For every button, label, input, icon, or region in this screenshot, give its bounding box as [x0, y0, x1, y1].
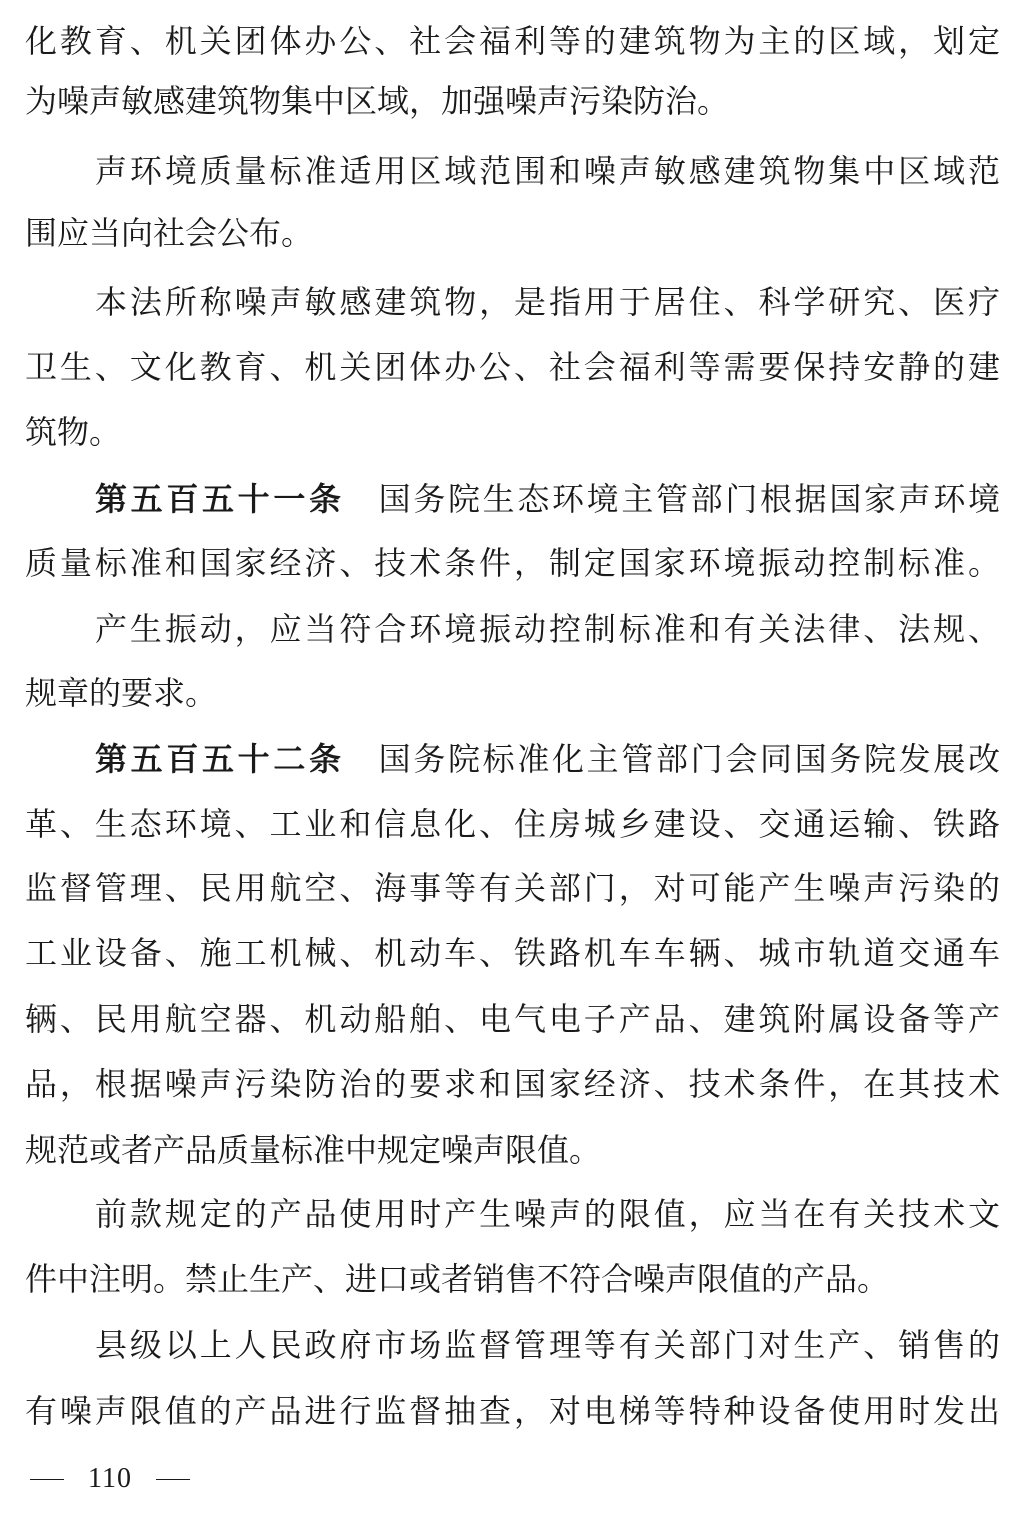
text-line: 质量标准和国家经济、技术条件，制定国家环境振动控制标准。	[25, 544, 1000, 582]
text-line: 筑物。	[25, 413, 122, 451]
text-line: 声环境质量标准适用区域范围和噪声敏感建筑物集中区域范	[95, 152, 1000, 190]
text-line: 辆、民用航空器、机动船舶、电气电子产品、建筑附属设备等产	[25, 1000, 1000, 1038]
text-line: 县级以上人民政府市场监督管理等有关部门对生产、销售的	[95, 1326, 1000, 1364]
text-line: 产生振动，应当符合环境振动控制标准和有关法律、法规、	[95, 610, 1000, 648]
text-line: 为噪声敏感建筑物集中区域，加强噪声污染防治。	[25, 82, 730, 120]
text-line: 工业设备、施工机械、机动车、铁路机车车辆、城市轨道交通车	[25, 934, 1000, 972]
text-line: 本法所称噪声敏感建筑物，是指用于居住、科学研究、医疗	[95, 283, 1000, 321]
article-551-first-line	[95, 474, 1000, 524]
text-line: 件中注明。禁止生产、进口或者销售不符合噪声限值的产品。	[25, 1260, 890, 1298]
article-number: 第五百五十二条	[95, 740, 345, 778]
text-line: 规章的要求。	[25, 674, 218, 712]
text-line: 革、生态环境、工业和信息化、住房城乡建设、交通运输、铁路	[25, 805, 1000, 843]
text-line: 卫生、文化教育、机关团体办公、社会福利等需要保持安静的建	[25, 348, 1000, 386]
text-line: 监督管理、民用航空、海事等有关部门，对可能产生噪声污染的	[25, 869, 1000, 907]
article-552-first-line	[95, 734, 1000, 784]
footer-dash-left	[30, 1479, 64, 1480]
text-line: 有噪声限值的产品进行监督抽查，对电梯等特种设备使用时发出	[25, 1392, 1000, 1430]
text-line: 品，根据噪声污染防治的要求和国家经济、技术条件，在其技术	[25, 1065, 1000, 1103]
page-number: 110	[88, 1463, 132, 1494]
text-line: 围应当向社会公布。	[25, 214, 314, 252]
text-line: 化教育、机关团体办公、社会福利等的建筑物为主的区域，划定	[25, 22, 1000, 60]
text-segment: 国务院生态环境主管部门根据国家声环境	[378, 480, 1000, 518]
text-segment: 国务院标准化主管部门会同国务院发展改	[378, 740, 1000, 778]
text-line: 前款规定的产品使用时产生噪声的限值，应当在有关技术文	[95, 1195, 1000, 1233]
article-number: 第五百五十一条	[95, 480, 345, 518]
footer-dash-right	[156, 1479, 190, 1480]
text-line: 规范或者产品质量标准中规定噪声限值。	[25, 1131, 602, 1169]
page-footer	[30, 1458, 190, 1498]
